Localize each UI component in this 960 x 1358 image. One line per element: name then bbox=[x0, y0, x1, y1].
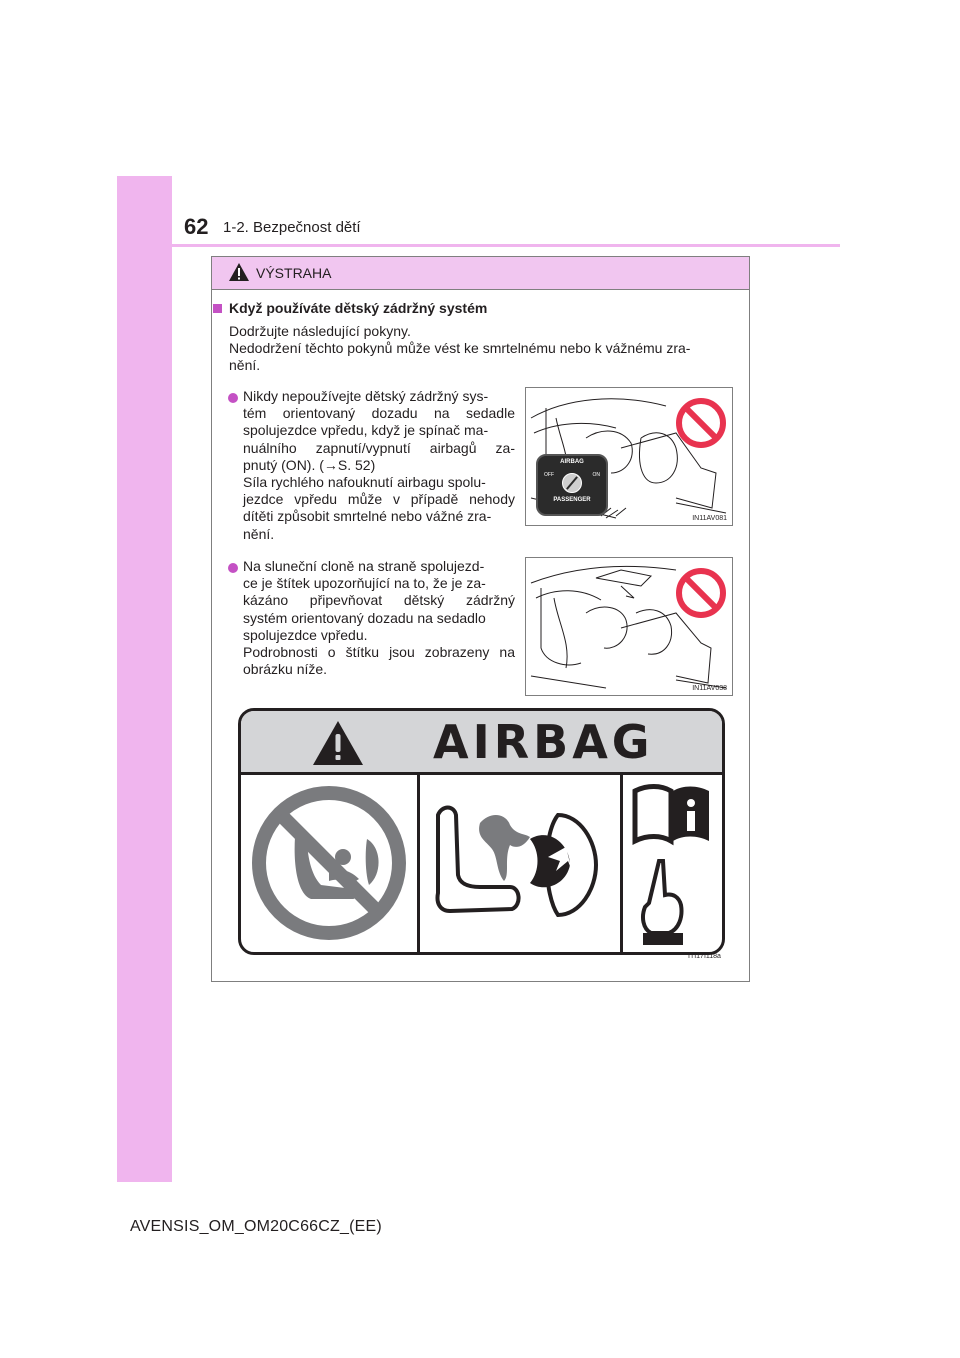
warning-title: VÝSTRAHA bbox=[256, 265, 332, 281]
airbag-switch-panel bbox=[536, 454, 608, 516]
label-top-band bbox=[241, 711, 722, 775]
airbag-warning-label bbox=[238, 708, 725, 955]
section-marker-icon bbox=[213, 304, 222, 313]
read-manual-icon bbox=[623, 775, 722, 952]
section-title: Když používáte dětský zádržný systém bbox=[229, 300, 488, 316]
header-rule bbox=[172, 244, 840, 247]
prohibition-icon bbox=[674, 396, 728, 450]
warning-triangle-icon bbox=[311, 719, 365, 767]
figure-code: IN11AV038 bbox=[692, 685, 727, 692]
warning-header bbox=[212, 257, 749, 290]
figure-code: IN11AV081 bbox=[692, 515, 727, 522]
chapter-title: 1-2. Bezpečnost dětí bbox=[223, 219, 361, 236]
text-line: pnutý (ON). (→S. 52) bbox=[243, 456, 376, 473]
intro-line: Dodržujte následující pokyny. bbox=[229, 323, 411, 339]
intro-line: nění. bbox=[229, 357, 261, 373]
switch-label-top: AIRBAG bbox=[560, 459, 584, 465]
side-tab bbox=[117, 176, 172, 1182]
text-line: obrázku níže. bbox=[243, 661, 328, 678]
text-line: Síla rychlého nafouknutí airbagu spolu- bbox=[243, 474, 486, 491]
text-line: Na sluneční cloně na straně spolujezd- bbox=[243, 558, 485, 574]
text-line: jezdce vpředu může v případě nehody bbox=[243, 491, 515, 508]
text-line: nění. bbox=[243, 525, 275, 542]
prohibition-icon bbox=[674, 566, 728, 620]
airbag-deployment-icon bbox=[420, 775, 620, 952]
figure-sun-visor bbox=[525, 557, 733, 696]
text-line: ce je štítek upozorňující na to, že je za- bbox=[243, 575, 486, 592]
text-line: nuálního zapnutí/vypnutí airbagů za- bbox=[243, 439, 515, 456]
airbag-word: AIRBAG bbox=[433, 715, 654, 769]
text-line: spolujezdce vpředu, když je spínač ma- bbox=[243, 422, 489, 439]
no-rear-facing-child-seat-icon bbox=[241, 775, 417, 952]
bullet-text-2 bbox=[243, 558, 515, 678]
page-number: 62 bbox=[184, 214, 209, 239]
text-line: spolujezdce vpředu. bbox=[243, 626, 368, 643]
figure-code: ITI17I118a bbox=[688, 953, 721, 960]
bullet-icon bbox=[228, 393, 238, 403]
text-line: tém orientovaný dozadu na sedadle bbox=[243, 405, 515, 422]
switch-label-bottom: PASSENGER bbox=[553, 497, 591, 503]
footer-document-code: AVENSIS_OM_OM20C66CZ_(EE) bbox=[130, 1218, 382, 1235]
figure-passenger-seat-switch bbox=[525, 387, 733, 526]
intro-line: Nedodržení těchto pokynů může vést ke smrtelnému nebo k vážnému zra- bbox=[229, 340, 691, 356]
switch-knob-icon bbox=[562, 473, 582, 493]
text-line: Nikdy nepoužívejte dětský zádržný sys- bbox=[243, 388, 489, 404]
warning-triangle-icon bbox=[228, 262, 250, 282]
text-line: kázáno připevňovat dětský zádržný bbox=[243, 592, 515, 609]
switch-label-on: ON bbox=[592, 472, 600, 478]
text-line: dítěti způsobit smrtelné nebo vážné zra- bbox=[243, 508, 492, 525]
text-line: Podrobnosti o štítku jsou zobrazeny na bbox=[243, 644, 515, 661]
text-line: systém orientovaný dozadu na sedadlo bbox=[243, 609, 486, 626]
bullet-icon bbox=[228, 563, 238, 573]
switch-label-off: OFF bbox=[544, 472, 554, 478]
bullet-text-1 bbox=[243, 388, 515, 543]
